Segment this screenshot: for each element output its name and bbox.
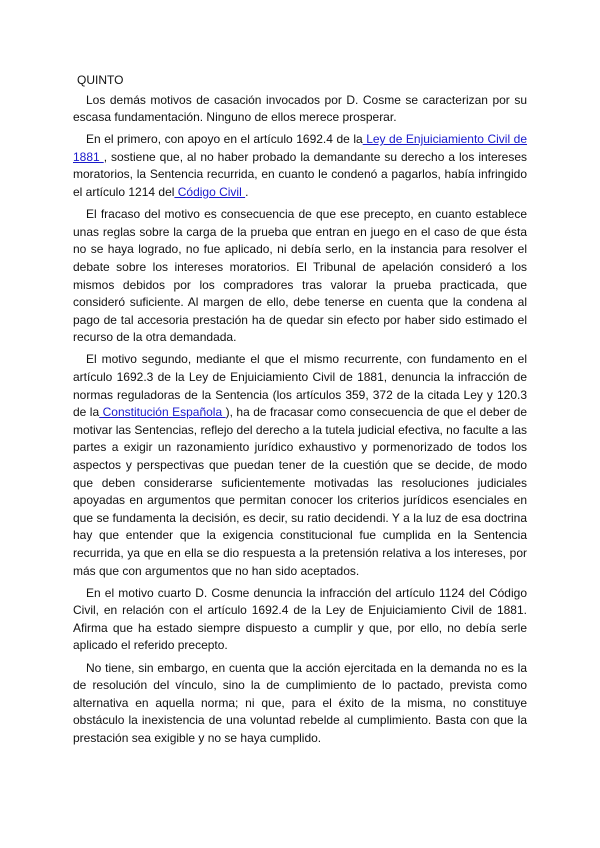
paragraph-6: No tiene, sin embargo, en cuenta que la acción ejercitada en la demanda no es la de resolución del vínculo, sino la de cumplimiento de lo pactado, prevista como alternativa en aquella norma; ni que, para el éxito de la misma, no constituye obstáculo la inexistencia de una voluntad rebelde al cumplimiento. Basta con que la prestación sea exigible y no se haya cumplido. xyxy=(73,660,527,745)
paragraph-5: En el motivo cuarto D. Cosme denuncia la infracción del artículo 1124 del Código Civil, en relación con el artículo 1692.4 de la Ley de Enjuiciamiento Civil de 1881. Afirma que ha estado siempre dispuesto a cumplir y que, por ello, no debía serle aplicado el referido precepto. xyxy=(73,585,527,653)
paragraph-2-text-a: En el primero, con apoyo en el artículo 1692.4 de la xyxy=(86,132,363,147)
link-constitucion-espanola[interactable]: Constitución Española xyxy=(99,405,226,420)
paragraph-4-text-a: El motivo segundo, mediante el que el mismo recurrente, con fundamento en el artículo 1692.3 de la Ley de Enjuiciamiento Civil de 1881, denuncia la infracción de normas reguladoras de la Sentencia (los artículos 359, 372 de la citada Ley y 120.3 de la xyxy=(73,352,527,420)
paragraph-4-text-b: ), ha de fracasar como consecuencia de que el deber de motivar las Sentencias, reflejo del derecho a la tutela judicial efectiva, no faculte a las partes a exigir un razonamiento jurídico exhaustivo y pormenorizado de todos los aspectos y perspectivas que puedan tener de la cuestión que se decide, de modo que deben considerarse suficientemente motivadas las resoluciones judiciales apoyadas en argumentos que permitan conocer los criterios jurídicos esenciales en que se fundamenta la decisión, es decir, su ratio decidendi. Y a la luz de esa doctrina hay que entender que la exigencia constitucional fue cumplida en la Sentencia recurrida, ya que en ella se dio respuesta a la pretensión relativa a los intereses, por más que con argumentos que no han sido aceptados. xyxy=(73,405,528,578)
link-codigo-civil[interactable]: Código Civil xyxy=(174,185,246,200)
paragraph-1: Los demás motivos de casación invocados por D. Cosme se caracterizan por su escasa fundamentación. Ninguno de ellos merece prosperar. xyxy=(73,92,527,125)
link-ley-enjuiciamiento-civil[interactable]: Ley de Enjuiciamiento Civil de 1881 xyxy=(73,132,528,164)
paragraph-2 xyxy=(73,131,527,201)
document-body xyxy=(73,72,527,752)
section-heading: QUINTO xyxy=(77,73,124,87)
paragraph-2-text-b: , sostiene que, al no haber probado la demandante su derecho a los intereses moratorios, la Sentencia recurrida, en cuanto le condenó a pagarlos, había infringido el artículo 1214 del xyxy=(73,149,528,200)
paragraph-3: El fracaso del motivo es consecuencia de que ese precepto, en cuanto establece unas reglas sobre la carga de la prueba que entran en juego en el caso de que ésta no se haya logrado, no fue aplicado, ni debía serlo, en la instancia para resolver el debate sobre los intereses moratorios. El Tribunal de apelación consideró a los mismos debidos por los compradores tras valorar la prueba practicada, que consideró suficiente. Al margen de ello, debe tenerse en cuenta que la condena al pago de tal accesoria prestación ha de quedar sin efecto por haber sido estimado el recurso de la otra demandada. xyxy=(73,207,527,345)
paragraph-2-text-c: . xyxy=(245,185,249,200)
paragraph-4 xyxy=(73,351,527,580)
